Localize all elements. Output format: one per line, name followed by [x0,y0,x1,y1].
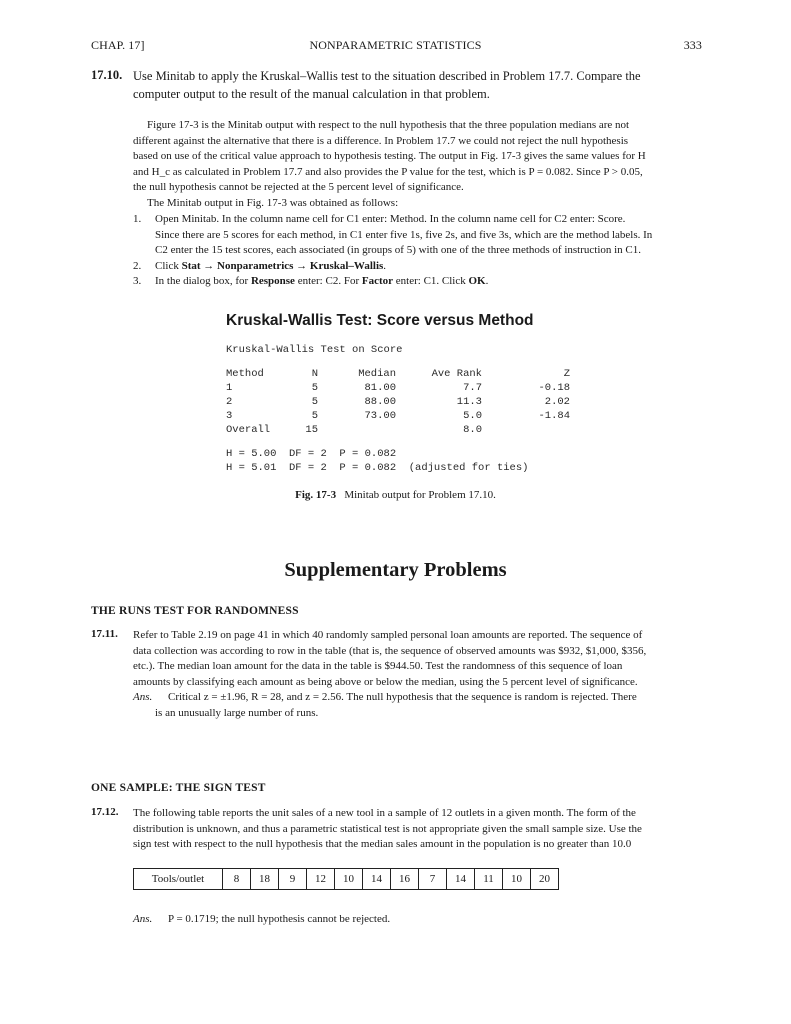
figure-caption: Fig. 17-3 Minitab output for Problem 17.10. [295,489,496,501]
table-row [134,869,559,890]
problem-number: 17.10. [91,68,123,82]
answer-line: P = 0.1719; the null hypothesis cannot be rejected. [168,913,391,925]
table-row-label: Tools/outlet [134,869,223,890]
table-cell: 5 [311,396,318,408]
col-header-method: Method [226,368,264,380]
subsection-heading: THE RUNS TEST FOR RANDOMNESS [91,605,299,617]
problem-number: 17.12. [91,806,119,818]
running-title: NONPARAMETRIC STATISTICS [309,38,482,52]
col-header-z: Z [563,368,570,380]
table-cell: 15 [305,424,318,436]
problem-line: amounts by classifying each amount as being above or below the median, using the 5 percent level of significance. [133,675,638,688]
section-title: Supplementary Problems [284,559,507,581]
col-header-median: Median [358,368,396,380]
step-text: In the dialog box, for Response enter: C2. For Factor enter: C1. Click OK. [155,275,489,287]
answer-line: is an unusually large number of runs. [155,706,319,719]
table-cell: 73.00 [364,410,396,422]
solution-line: different against the alternative that there is a difference. In Problem 17.7 we could not reject the null hypothesis [133,134,629,147]
table-cell: 11.3 [456,396,482,408]
table-cell: 5.0 [463,410,482,422]
problem-line: The following table reports the unit sales of a new tool in a sample of 12 outlets in a given month. The form of the [133,807,636,819]
table-cell: 5 [311,382,318,394]
solution-line: based on use of the critical value approach to hypothesis testing. The output in Fig. 17-3 gives the same values for H [133,150,646,162]
problem-line: distribution is unknown, and thus a parametric statistical test is not appropriate given the small sample size. Use the [133,822,642,835]
table-cell: 7.7 [463,382,482,394]
solution-line: and H_c as calculated in Problem 17.7 and also provides the P value for the test, which is P = 0.082. Since P > 0.05, [133,165,643,178]
subsection-heading: ONE SAMPLE: THE SIGN TEST [91,782,266,794]
table-cell: 16 [391,869,419,890]
table-cell: 8 [223,869,251,890]
problem-statement-line: Use Minitab to apply the Kruskal–Wallis test to the situation described in Problem 17.7. Compare the [133,69,641,83]
table-cell: 5 [311,410,318,422]
table-cell: 12 [307,869,335,890]
table-cell: 18 [251,869,279,890]
minitab-title: Kruskal-Wallis Test: Score versus Method [226,312,534,329]
table-cell: 14 [447,869,475,890]
problem-line: sign test with respect to the null hypothesis that the median sales amount in the population is no greater than 10.0 [133,838,632,850]
page-number: 333 [683,38,702,52]
answer-line: Critical z = ±1.96, R = 28, and z = 2.56. The null hypothesis that the sequence is random is rejected. There [168,691,637,703]
table-cell: 2.02 [544,396,570,408]
step-number: 2. [133,259,142,272]
table-cell: -0.18 [538,382,570,394]
solution-line: Figure 17-3 is the Minitab output with respect to the null hypothesis that the three population medians are not [147,119,630,131]
table-cell: 10 [335,869,363,890]
table-cell: 81.00 [364,382,396,394]
table-cell: Overall [226,424,271,436]
step-text: C2 enter the 15 test scores, each associated (in groups of 5) with one of the three methods of instruction in C1. [155,244,642,256]
step-text: Open Minitab. In the column name cell for C1 enter: Method. In the column name cell for C2 enter: Score. [155,213,626,225]
problem-line: etc.). The median loan amount for the data in the table is $944.50. Test the randomness of this sequence of loan [133,660,623,672]
step-text: Since there are 5 scores for each method, in C1 enter five 1s, five 2s, and five 3s, which are the method labels. In [155,228,653,241]
answer-label: Ans. [133,691,153,703]
minitab-subtitle: Kruskal-Wallis Test on Score [226,344,403,356]
table-cell: 3 [226,410,233,422]
chapter-label: CHAP. 17] [91,38,145,52]
col-header-n: N [311,368,318,380]
table-cell: 7 [419,869,447,890]
table-cell: 2 [226,396,233,408]
tools-table [133,868,559,890]
table-cell: 10 [503,869,531,890]
col-header-ave-rank: Ave Rank [431,368,482,380]
problem-number: 17.11. [91,628,118,640]
solution-line: the null hypothesis cannot be rejected at the 5 percent level of significance. [133,181,464,193]
table-cell: 88.00 [364,396,396,408]
table-cell: -1.84 [538,410,570,422]
step-number: 3. [133,275,142,287]
problem-statement-line: computer output to the result of the manual calculation in that problem. [133,87,490,101]
step-text: Click Stat → Nonparametrics → Kruskal–Wallis. [155,259,387,272]
table-cell: 1 [226,382,233,394]
answer-label: Ans. [133,913,153,925]
problem-line: data collection was according to row in the table (that is, the sequence of observed amounts was $932, $1,000, $356, [133,644,647,657]
table-cell: 8.0 [463,424,482,436]
h-statistic-adjusted-line: H = 5.01 DF = 2 P = 0.082 (adjusted for ties) [226,462,529,474]
h-statistic-line: H = 5.00 DF = 2 P = 0.082 [226,448,397,460]
problem-line: Refer to Table 2.19 on page 41 in which 40 randomly sampled personal loan amounts are reported. The sequence of [133,629,643,641]
solution-line: The Minitab output in Fig. 17-3 was obtained as follows: [147,196,399,209]
table-cell: 11 [475,869,503,890]
step-number: 1. [133,213,142,225]
table-cell: 14 [363,869,391,890]
table-cell: 20 [531,869,559,890]
table-cell: 9 [279,869,307,890]
